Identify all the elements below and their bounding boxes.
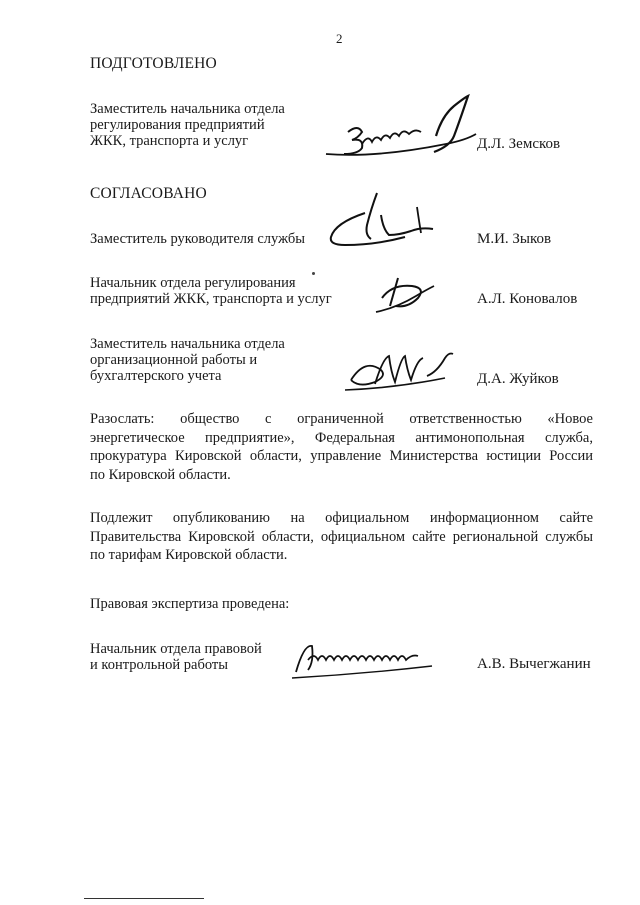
position-line: и контрольной работы — [90, 657, 228, 673]
legal-position — [90, 641, 262, 673]
signer-position — [90, 336, 285, 384]
distribution-paragraph — [90, 410, 593, 484]
legal-heading: Правовая экспертиза проведена: — [90, 596, 290, 612]
signer-name: Д.А. Жуйков — [477, 371, 559, 387]
position-line: предприятий ЖКК, транспорта и услуг — [90, 291, 332, 307]
position-line: Заместитель начальника отдела — [90, 336, 285, 352]
signature-konovalov — [368, 272, 448, 322]
agreed-heading: СОГЛАСОВАНО — [90, 185, 207, 202]
paragraph-line: Подлежит опубликованию на официальном информационном сайте — [90, 510, 593, 526]
paragraph-line: прокуратура Кировской области, управление Министерства юстиции России — [90, 448, 593, 464]
publication-paragraph — [90, 509, 593, 565]
position-line: ЖКК, транспорта и услуг — [90, 133, 249, 149]
paragraph-line: энергетическое предприятие», Федеральная антимонопольная служба, — [90, 429, 593, 446]
prepared-position — [90, 101, 285, 149]
position-line: бухгалтерского учета — [90, 368, 222, 384]
signer-name: А.Л. Коновалов — [477, 291, 578, 307]
signature-vychegzhanin — [290, 638, 440, 683]
paragraph-line: Разослать: общество с ограниченной ответственностью «Новое — [90, 411, 593, 427]
signer-name: М.И. Зыков — [477, 231, 552, 247]
signer-position: Заместитель руководителя службы — [90, 231, 306, 247]
ink-mark — [312, 272, 315, 275]
signature-zemskov — [318, 92, 478, 172]
page-number: 2 — [336, 31, 343, 46]
position-line: Начальник отдела регулирования — [90, 275, 296, 291]
prepared-heading: ПОДГОТОВЛЕНО — [90, 55, 217, 72]
position-line: Начальник отдела правовой — [90, 641, 262, 657]
signature-zykov — [325, 185, 445, 255]
signer-position — [90, 275, 332, 307]
position-line: Заместитель начальника отдела — [90, 101, 285, 117]
prepared-name: Д.Л. Земсков — [477, 136, 561, 152]
paragraph-line: по Кировской области. — [90, 466, 231, 483]
legal-name: А.В. Вычегжанин — [477, 656, 591, 672]
position-line: организационной работы и — [90, 352, 258, 368]
signature-zhuykov — [345, 350, 465, 395]
footer-rule — [84, 898, 204, 899]
paragraph-line: Правительства Кировской области, официальном сайте региональной службы — [90, 528, 593, 545]
position-line: регулирования предприятий — [90, 117, 265, 133]
paragraph-line: по тарифам Кировской области. — [90, 547, 288, 563]
